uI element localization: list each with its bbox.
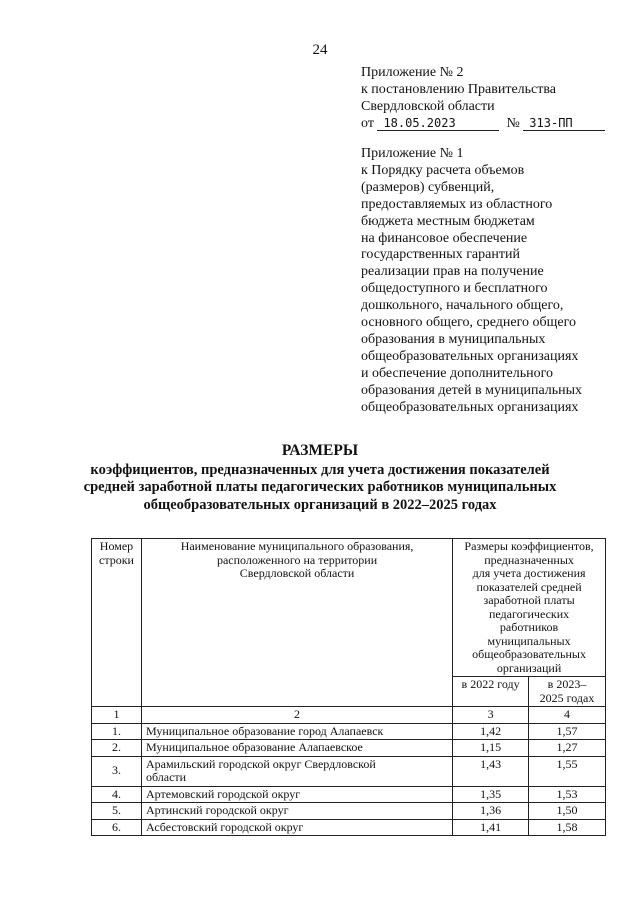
index-cell: 4 <box>529 707 606 724</box>
index-cell: 2 <box>141 707 452 724</box>
municipality-name-cell <box>141 740 452 757</box>
header-text-line: педагогических <box>488 606 570 621</box>
coefficient-2022-cell: 1,42 <box>453 723 529 740</box>
header-text-line: Наименование муниципального образования, <box>180 539 414 553</box>
title-line: средней заработной платы педагогических работников муниципальных <box>83 479 557 495</box>
appendix-1-line: бюджета местным бюджетам <box>361 213 535 229</box>
appendix-2-line: Приложение № 2 <box>361 65 464 80</box>
header-text-line: показателей средней <box>476 579 582 594</box>
coefficient-2022-cell: 1,36 <box>453 803 529 820</box>
header-text-line: работников <box>499 620 559 634</box>
appendix-2-line: к постановлению Правительства <box>361 82 557 97</box>
appendix-1-line: дошкольного, начального общего, <box>361 298 564 314</box>
municipality-name-line: области <box>145 770 187 784</box>
appendix-1-line: общедоступного и бесплатного <box>361 281 548 297</box>
coefficient-2022-cell: 1,41 <box>453 819 529 836</box>
table-row <box>92 786 606 803</box>
table-header-row <box>92 539 606 677</box>
row-number-cell: 1. <box>92 723 142 740</box>
number-prefix: № <box>506 116 520 131</box>
header-text-line: Номер <box>99 539 134 553</box>
header-text-line: расположенного на территории <box>216 552 378 567</box>
title-line: коэффициентов, предназначенных для учета достижения показателей <box>90 461 550 478</box>
table-row <box>92 819 606 836</box>
header-row-number <box>92 539 142 707</box>
document-title <box>0 442 640 514</box>
header-text-line: организаций <box>496 660 562 675</box>
row-number-cell: 3. <box>92 756 142 786</box>
row-number-cell: 6. <box>92 819 142 836</box>
header-2022: в 2022 году <box>453 677 529 707</box>
coefficient-2023-2025-cell: 1,57 <box>529 723 606 740</box>
header-text-line: для учета достижения <box>472 566 586 580</box>
header-coefficients <box>453 539 606 677</box>
appendix-1-line: государственных гарантий <box>361 247 520 263</box>
municipality-name-cell <box>141 723 452 740</box>
page-number: 24 <box>312 42 328 58</box>
index-cell: 3 <box>453 707 529 724</box>
municipality-name-line: Муниципальное образование город Алапаевск <box>145 723 384 738</box>
appendix-2-header <box>361 64 631 132</box>
coefficients-table <box>91 538 606 836</box>
header-text-line: Свердловской области <box>239 566 355 580</box>
appendix-1-line: реализации прав на получение <box>361 264 544 280</box>
header-text-line: предназначенных <box>484 552 574 567</box>
row-number-cell: 5. <box>92 803 142 820</box>
coefficient-2022-cell: 1,35 <box>453 786 529 803</box>
appendix-1-line: и обеспечение дополнительного <box>361 365 554 381</box>
municipality-name-cell <box>141 803 452 820</box>
header-text-line: общеобразовательных <box>472 647 586 661</box>
header-text-line: заработной платы <box>483 593 575 607</box>
title-main: РАЗМЕРЫ <box>281 442 359 459</box>
municipality-name-cell <box>141 786 452 803</box>
table-row <box>92 756 606 786</box>
table-row <box>92 740 606 757</box>
table-row <box>92 803 606 820</box>
coefficient-2023-2025-cell: 1,58 <box>529 819 606 836</box>
municipality-name-line: Арамильский городской округ Свердловской <box>145 756 376 771</box>
row-number-cell: 2. <box>92 740 142 757</box>
coefficient-2022-cell: 1,15 <box>453 740 529 757</box>
coefficient-2023-2025-cell: 1,53 <box>529 786 606 803</box>
municipality-name-line: Асбестовский городской округ <box>145 819 304 834</box>
header-text-line: 2025 годах <box>539 690 595 705</box>
municipality-name-line: Муниципальное образование Алапаевское <box>145 740 363 754</box>
title-line: общеобразовательных организаций в 2022–2025 годах <box>143 496 497 513</box>
header-text-line: муниципальных <box>487 633 571 648</box>
appendix-1-line: к Порядку расчета объемов <box>361 162 525 178</box>
appendix-1-line: основного общего, среднего общего <box>361 315 577 331</box>
date-prefix: от <box>361 116 374 131</box>
appendix-1-line: образования в муниципальных <box>361 331 546 347</box>
header-municipality-name <box>141 539 452 707</box>
resolution-date-line <box>361 115 631 132</box>
appendix-1-line: предоставляемых из областного <box>361 196 553 212</box>
header-text-line: Размеры коэффициентов, <box>464 539 594 553</box>
header-2023-2025 <box>529 677 606 707</box>
table-row <box>92 723 606 740</box>
appendix-1-line: на финансовое обеспечение <box>361 230 528 246</box>
appendix-1-line: образования детей в муниципальных <box>361 382 583 398</box>
header-text-line: строки <box>99 552 134 567</box>
appendix-1-line: Приложение № 1 <box>361 146 464 161</box>
coefficient-2023-2025-cell: 1,55 <box>529 756 606 786</box>
coefficient-2022-cell: 1,43 <box>453 756 529 786</box>
municipality-name-cell <box>141 819 452 836</box>
appendix-1-header <box>361 146 631 417</box>
coefficient-2023-2025-cell: 1,27 <box>529 740 606 757</box>
index-cell: 1 <box>92 707 142 724</box>
municipality-name-line: Артинский городской округ <box>145 803 289 817</box>
appendix-2-line: Свердловской области <box>361 99 495 114</box>
appendix-1-line: общеобразовательных организациях <box>361 348 579 364</box>
appendix-1-line: общеобразовательных организациях <box>361 399 579 415</box>
appendix-1-line: (размеров) субвенций, <box>361 179 495 195</box>
coefficient-2023-2025-cell: 1,50 <box>529 803 606 820</box>
resolution-number: 313-ПП <box>523 116 605 131</box>
table-index-row <box>92 707 606 724</box>
municipality-name-line: Артемовский городской округ <box>145 786 301 801</box>
row-number-cell: 4. <box>92 786 142 803</box>
header-text-line: в 2023– <box>547 677 587 691</box>
municipality-name-cell <box>141 756 452 786</box>
resolution-date: 18.05.2023 <box>377 116 499 131</box>
